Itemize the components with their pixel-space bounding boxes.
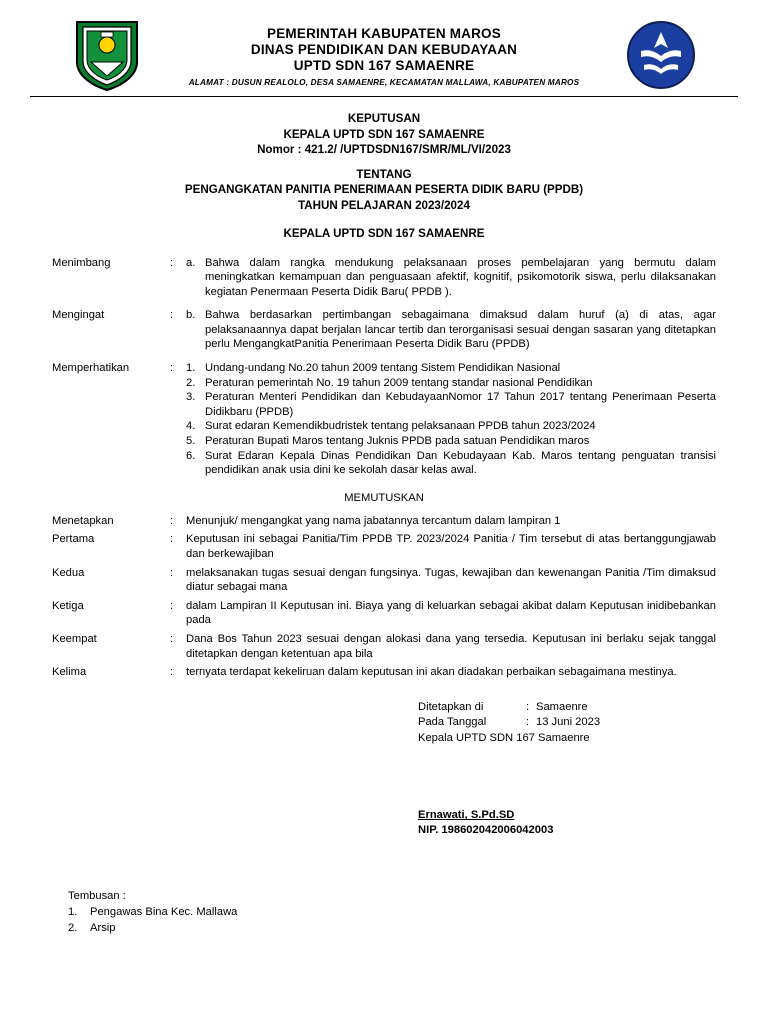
colon: : [170, 514, 174, 527]
tut-wuri-handayani-emblem-icon [624, 18, 698, 92]
colon: : [170, 533, 174, 546]
colon: : [526, 716, 530, 729]
letterhead [30, 18, 738, 92]
place-value: Samaenre [536, 700, 588, 713]
list-item [186, 434, 716, 449]
colon: : [170, 256, 174, 269]
signer-name: Ernawati, S.Pd.SD [418, 809, 515, 822]
marker-mengingat: b. [186, 309, 196, 322]
considerations-section [30, 256, 738, 478]
list-marker: 2. [68, 922, 78, 935]
org-line-2: DINAS PENDIDIKAN DAN KEBUDAYAAN [250, 42, 518, 57]
tembusan-block [30, 888, 738, 936]
signer-nip: NIP. 198602042006042003 [418, 824, 554, 837]
list-marker: 6. [186, 449, 196, 462]
list-text: Pengawas Bina Kec. Mallawa [90, 906, 238, 919]
row-ketiga [52, 599, 716, 628]
row-menetapkan [52, 514, 716, 529]
letterhead-text [144, 18, 624, 89]
colon: : [170, 666, 174, 679]
colon: : [170, 309, 174, 322]
list-marker: 2. [186, 376, 196, 389]
date-value: 13 Juni 2023 [536, 716, 601, 729]
list-marker: 4. [186, 420, 196, 433]
memutuskan-heading: MEMUTUSKAN [344, 491, 424, 504]
tembusan-title: Tembusan : [68, 890, 126, 903]
decision-label: Pertama [52, 533, 95, 546]
list-item [186, 390, 716, 419]
decisions-section [30, 514, 738, 680]
list-text: Surat edaran Kemendikbudristek tentang pelaksanaan PPDB tahun 2023/2024 [205, 420, 596, 433]
decision-text: ternyata terdapat kekeliruan dalam keputusan ini akan diadakan perbaikan sebagaimana mestinya. [186, 666, 677, 679]
maros-regency-emblem-icon [70, 18, 144, 92]
label-memperhatikan: Memperhatikan [52, 362, 130, 375]
list-item [186, 449, 716, 478]
decision-text: Menunjuk/ mengangkat yang nama jabatannya tercantum dalam lampiran 1 [186, 514, 561, 527]
list-item [68, 904, 738, 920]
signature-place-row [418, 700, 738, 716]
signature-block [30, 700, 738, 747]
row-memperhatikan [52, 361, 716, 478]
list-text: Peraturan pemerintah No. 19 tahun 2009 tentang standar nasional Pendidikan [205, 376, 593, 389]
date-label: Pada Tanggal [418, 716, 487, 729]
row-kelima [52, 665, 716, 680]
title-tentang: TENTANG [356, 167, 412, 181]
title-keputusan: KEPUTUSAN [347, 112, 421, 125]
list-text: Surat Edaran Kepala Dinas Pendidikan Dan Kebudayaan Kab. Maros tentang penguatan transisi pendidikan anak usia dini ke sekolah dasar kelas awal. [205, 449, 716, 477]
org-line-3: UPTD SDN 167 SAMAENRE [293, 58, 475, 73]
list-marker: 1. [68, 906, 78, 919]
decision-text: dalam Lampiran II Keputusan ini. Biaya yang di keluarkan sebagai akibat dalam Keputusan inidibebankan pada [186, 599, 716, 627]
list-text: Arsip [90, 922, 116, 935]
colon: : [526, 700, 530, 713]
colon: : [170, 632, 174, 645]
row-kedua [52, 566, 716, 595]
label-mengingat: Mengingat [52, 309, 105, 322]
signature-date-row [418, 715, 738, 731]
label-menimbang: Menimbang [52, 256, 111, 269]
decision-text: Dana Bos Tahun 2023 sesuai dengan alokasi dana yang tersedia. Keputusan ini berlaku sejak tanggal ditetapkan dengan ketentuan apa bila [186, 632, 716, 660]
list-marker: 1. [186, 362, 196, 375]
list-marker: 5. [186, 435, 196, 448]
list-text: Peraturan Bupati Maros tentang Juknis PPDB pada satuan Pendidikan maros [205, 435, 590, 448]
decision-text: melaksanakan tugas sesuai dengan fungsinya. Tugas, kewajiban dan kewenangan Panitia /Tim dimaksud diatur sebagai mana [186, 566, 716, 594]
list-text: Peraturan Menteri Pendidikan dan KebudayaanNomor 17 Tahun 2017 tentang Penerimaan Peserta Didikbaru (PPDB) [205, 391, 716, 418]
header-divider [30, 96, 738, 97]
text-mengingat: Bahwa berdasarkan pertimbangan sebagaimana dimaksud dalam huruf (a) di atas, agar pelaksanaannya dapat berjalan lancar tertib dan terorganisasi sesuai dengan sasaran yang ditetapkan perlu MengangkatPanitia Penerimaan Peserta Didik Baru (PPDB) [205, 309, 716, 351]
colon: : [170, 362, 174, 375]
row-pertama [52, 532, 716, 561]
row-menimbang [52, 256, 716, 300]
decision-label: Ketiga [52, 599, 84, 612]
list-item [186, 361, 716, 376]
signer-position: Kepala UPTD SDN 167 Samaenre [418, 731, 590, 744]
title-issuer: KEPALA UPTD SDN 167 SAMAENRE [283, 227, 485, 240]
marker-menimbang: a. [186, 256, 196, 269]
decision-label: Menetapkan [52, 514, 114, 527]
list-item [186, 419, 716, 434]
signer-identity [30, 808, 738, 838]
place-label: Ditetapkan di [418, 700, 484, 713]
decision-label: Keempat [52, 632, 97, 645]
list-marker: 3. [186, 391, 196, 404]
decision-text: Keputusan ini sebagai Panitia/Tim PPDB TP. 2023/2024 Panitia / Tim tersebut di atas bertanggungjawab dan berkewajiban [186, 533, 716, 560]
org-line-1: PEMERINTAH KABUPATEN MAROS [267, 26, 501, 41]
colon: : [170, 566, 174, 579]
list-text: Undang-undang No.20 tahun 2009 tentang Sistem Pendidikan Nasional [205, 362, 561, 375]
decision-label: Kelima [52, 666, 87, 679]
title-subject: PENGANGKATAN PANITIA PENERIMAAN PESERTA DIDIK BARU (PPDB) [184, 183, 584, 196]
row-keempat [52, 632, 716, 661]
colon: : [170, 599, 174, 612]
list-item [68, 920, 738, 936]
title-kepala: KEPALA UPTD SDN 167 SAMAENRE [283, 127, 485, 141]
title-nomor: Nomor : 421.2/ /UPTDSDN167/SMR/ML/VI/2023 [257, 143, 511, 156]
signature-position-row [418, 731, 738, 747]
list-item [186, 376, 716, 391]
org-address: ALAMAT : DUSUN REALOLO, DESA SAMAENRE, KECAMATAN MALLAWA, KABUPATEN MAROS [188, 78, 580, 87]
decision-label: Kedua [52, 566, 85, 579]
text-menimbang: Bahwa dalam rangka mendukung pelaksanaan proses pembelajaran yang bermutu dalam meningkatkan kemampuan dan penguasaan afektif, kognitif, psikomotorik siswa, perlu dilaksanakan kegiatan Penermaan Peserta Didik Baru( PPDB ). [205, 256, 716, 298]
row-mengingat [52, 308, 716, 352]
title-year: TAHUN PELAJARAN 2023/2024 [298, 198, 470, 212]
title-block [30, 111, 738, 242]
